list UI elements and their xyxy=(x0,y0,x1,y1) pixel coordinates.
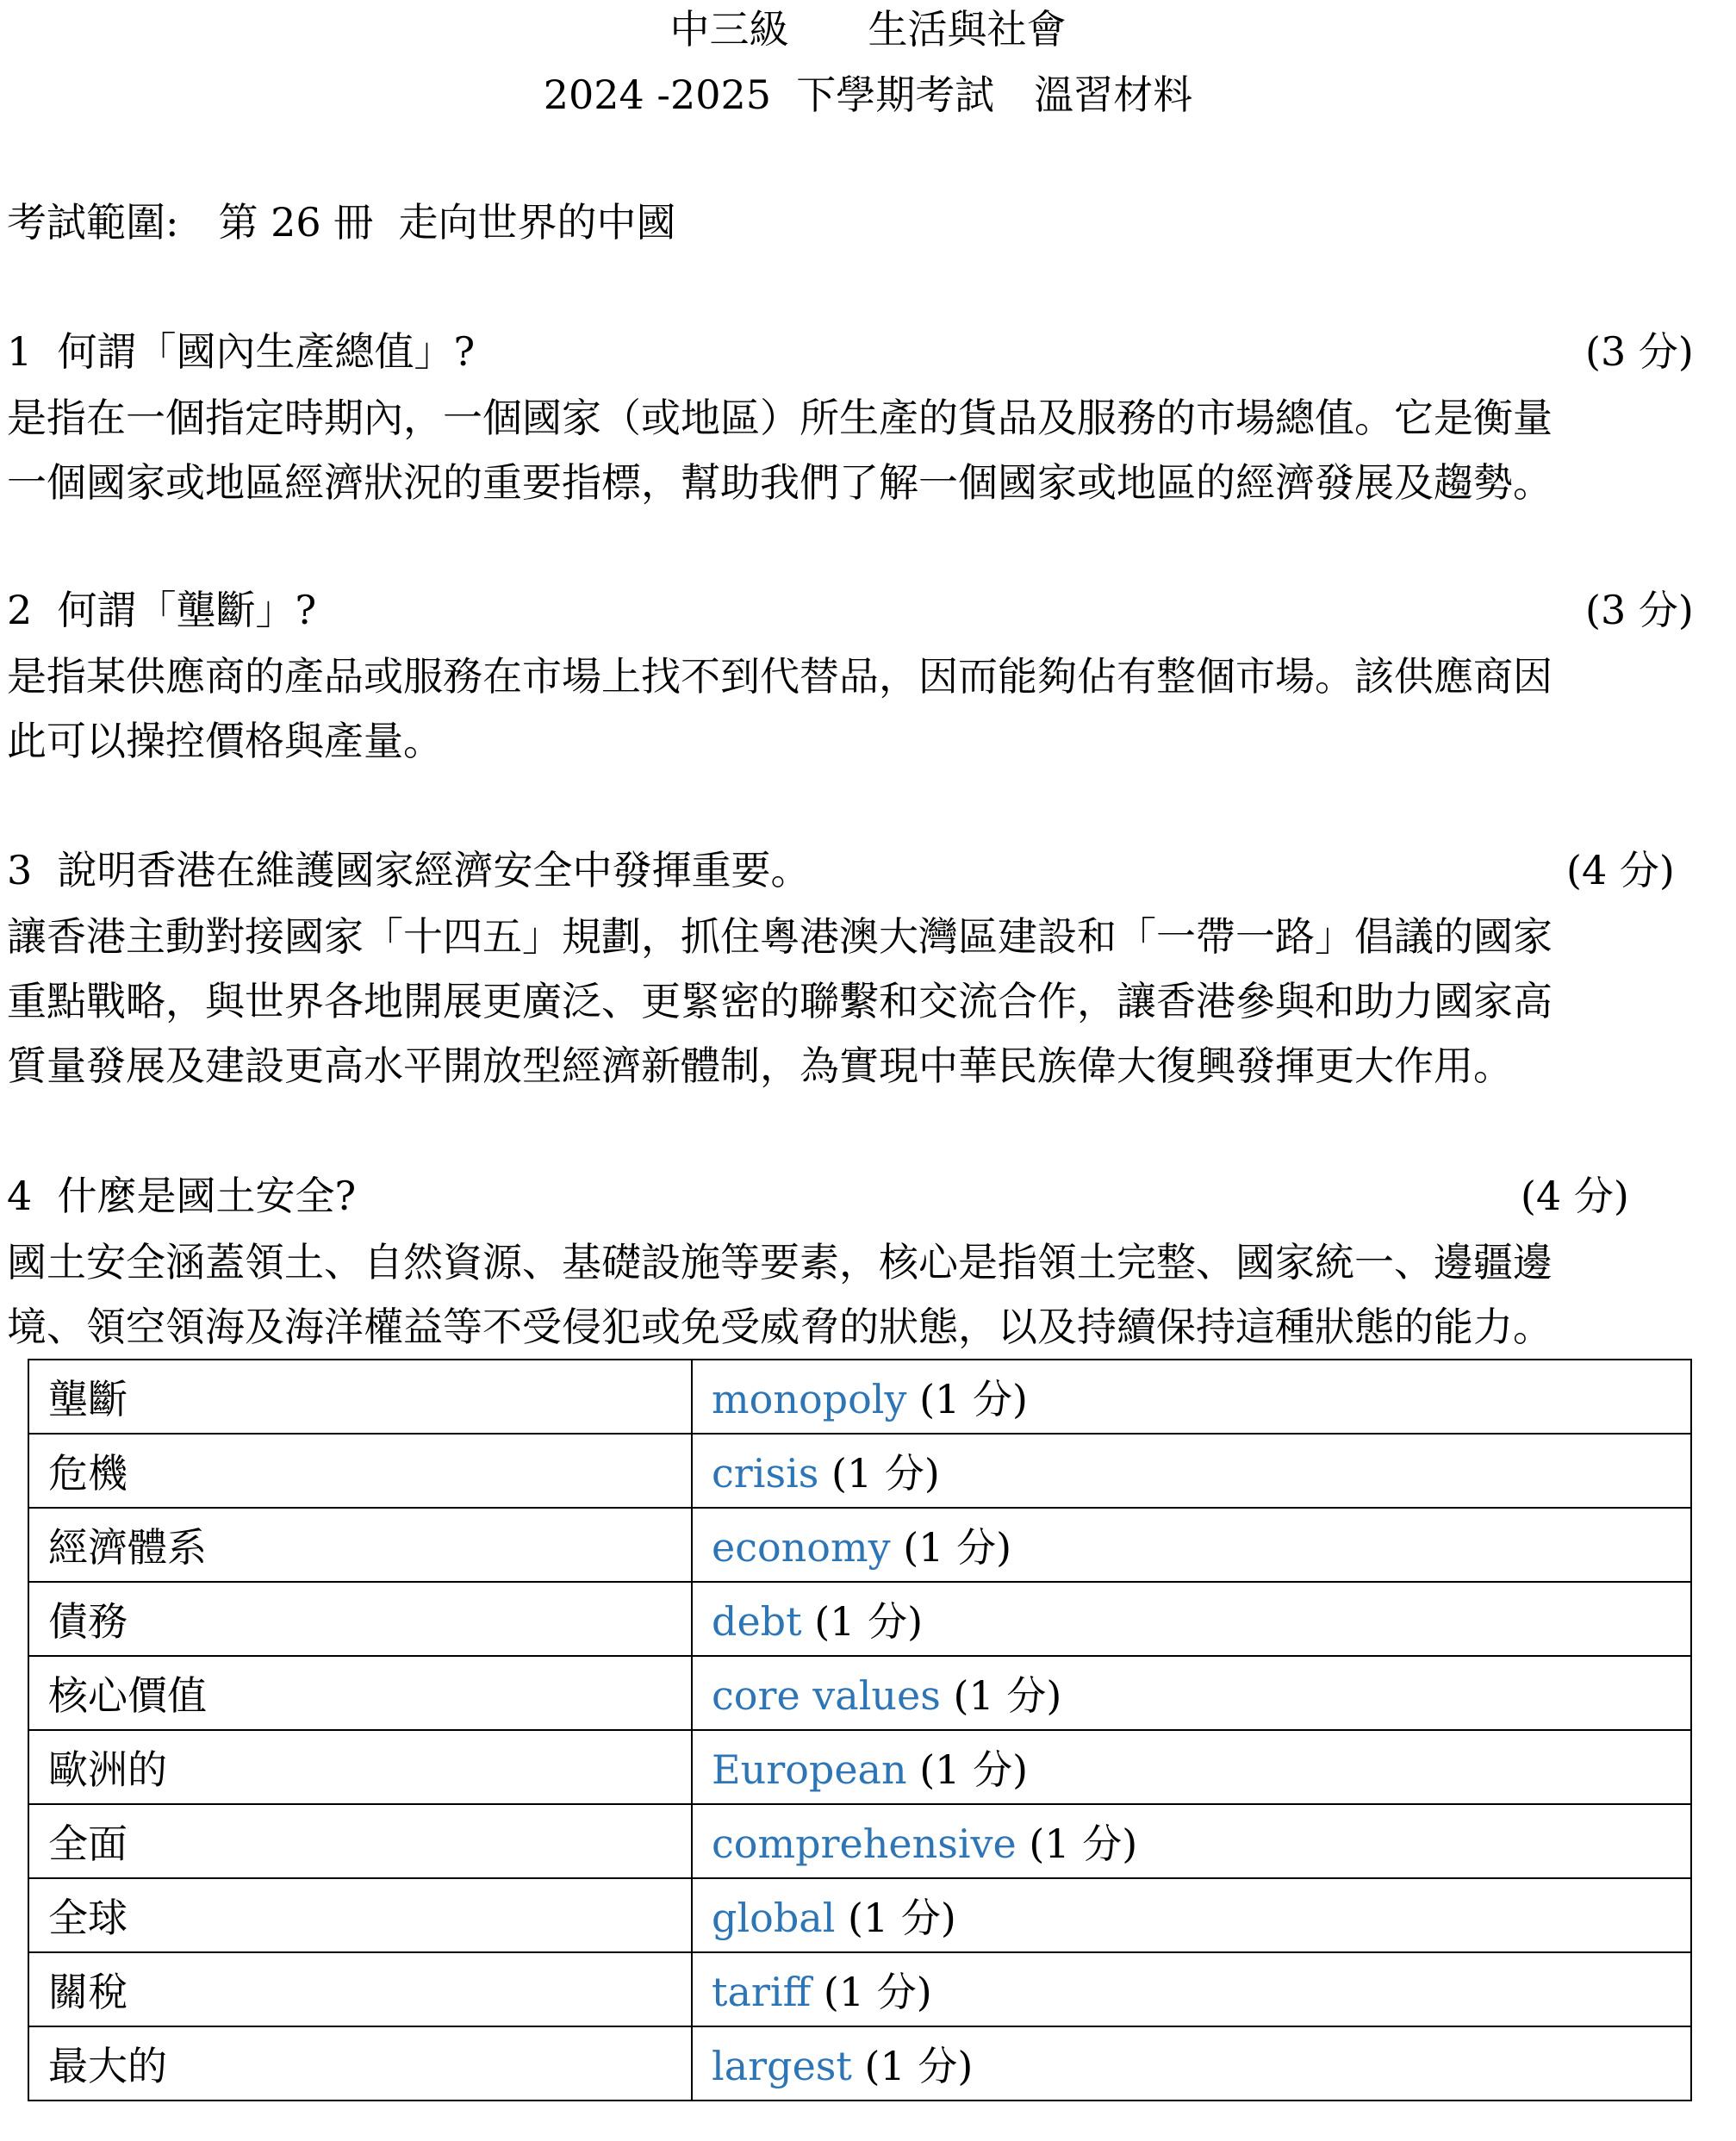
exam-scope: 考試範圍: 第 26 冊 走向世界的中國 xyxy=(7,199,676,246)
term-marks: (1 分) xyxy=(1016,1820,1138,1867)
answer-line: 重點戰略，與世界各地開展更廣泛、更緊密的聯繫和交流合作，讓香港參與和助力國家高 xyxy=(7,978,1552,1024)
answer-line: 是指某供應商的產品或服務在市場上找不到代替品，因而能夠佔有整個市場。該供應商因 xyxy=(7,653,1552,700)
chinese-term: 核心價值 xyxy=(28,1656,692,1730)
english-term-cell xyxy=(692,1434,1691,1508)
answer-line: 此可以操控價格與產量。 xyxy=(7,718,443,764)
answer-line: 質量發展及建設更高水平開放型經濟新體制，為實現中華民族偉大復興發揮更大作用。 xyxy=(7,1042,1513,1089)
vocabulary-table xyxy=(28,1359,1692,2101)
english-term-cell xyxy=(692,1656,1691,1730)
document-title: 中三級 生活與社會 xyxy=(669,6,1067,53)
question-1-marks: (3 分) xyxy=(1585,328,1694,375)
answer-line: 讓香港主動對接國家「十四五」規劃，抓住粵港澳大灣區建設和「一帶一路」倡議的國家 xyxy=(7,913,1552,960)
chinese-term: 危機 xyxy=(28,1434,692,1508)
question-3-answer xyxy=(7,905,1696,1099)
english-term: European xyxy=(712,1746,907,1793)
term-marks: (1 分) xyxy=(890,1524,1012,1571)
english-term: comprehensive xyxy=(712,1820,1017,1867)
chinese-term: 歐洲的 xyxy=(28,1730,692,1804)
english-term: largest xyxy=(712,2043,852,2089)
english-term: tariff xyxy=(712,1969,812,2015)
term-marks: (1 分) xyxy=(851,2043,974,2089)
question-3-marks: (4 分) xyxy=(1566,847,1675,893)
answer-line: 一個國家或地區經濟狀況的重要指標，幫助我們了解一個國家或地區的經濟發展及趨勢。 xyxy=(7,459,1552,506)
answer-line: 國土安全涵蓋領土、自然資源、基礎設施等要素，核心是指領土完整、國家統一、邊疆邊 xyxy=(7,1239,1552,1285)
english-term-cell xyxy=(692,1360,1691,1434)
table-row xyxy=(28,1656,1691,1730)
table-row xyxy=(28,1434,1691,1508)
chinese-term: 債務 xyxy=(28,1582,692,1656)
english-term: monopoly xyxy=(712,1376,907,1422)
english-term-cell xyxy=(692,1730,1691,1804)
term-marks: (1 分) xyxy=(940,1672,1062,1719)
table-row xyxy=(28,1360,1691,1434)
term-marks: (1 分) xyxy=(835,1895,956,1941)
question-4-answer xyxy=(7,1230,1696,1360)
chinese-term: 經濟體系 xyxy=(28,1508,692,1582)
term-marks: (1 分) xyxy=(906,1376,1028,1422)
english-term-cell xyxy=(692,1878,1691,1952)
question-2-marks: (3 分) xyxy=(1585,587,1694,633)
table-row xyxy=(28,1878,1691,1952)
question-1-answer xyxy=(7,386,1696,515)
question-4-marks: (4 分) xyxy=(1521,1173,1629,1219)
chinese-term: 全球 xyxy=(28,1878,692,1952)
table-row xyxy=(28,1952,1691,2026)
chinese-term: 壟斷 xyxy=(28,1360,692,1434)
english-term: core values xyxy=(712,1672,941,1719)
chinese-term: 全面 xyxy=(28,1804,692,1878)
term-marks: (1 分) xyxy=(906,1746,1029,1793)
english-term-cell xyxy=(692,1952,1691,2026)
english-term: economy xyxy=(712,1524,891,1571)
english-term-cell xyxy=(692,1582,1691,1656)
chinese-term: 最大的 xyxy=(28,2026,692,2101)
english-term-cell xyxy=(692,1804,1691,1878)
english-term: crisis xyxy=(712,1450,819,1497)
term-marks: (1 分) xyxy=(811,1969,932,2015)
table-row xyxy=(28,1804,1691,1878)
document-subtitle: 2024 -2025 下學期考試 溫習材料 xyxy=(543,72,1193,118)
answer-line: 是指在一個指定時期內，一個國家（或地區）所生產的貨品及服務的市場總值。它是衡量 xyxy=(7,395,1552,441)
table-row xyxy=(28,2026,1691,2101)
english-term-cell xyxy=(692,1508,1691,1582)
answer-line: 境、領空領海及海洋權益等不受侵犯或免受威脅的狀態，以及持續保持這種狀態的能力。 xyxy=(7,1304,1552,1350)
english-term: debt xyxy=(712,1598,802,1645)
english-term-cell xyxy=(692,2026,1691,2101)
chinese-term: 關稅 xyxy=(28,1952,692,2026)
term-marks: (1 分) xyxy=(801,1598,924,1645)
table-row xyxy=(28,1730,1691,1804)
question-4-label: 4 什麼是國土安全? xyxy=(7,1173,357,1219)
question-1-label: 1 何謂「國內生產總值」? xyxy=(7,328,476,375)
term-marks: (1 分) xyxy=(818,1450,940,1497)
english-term: global xyxy=(712,1895,836,1941)
question-2-label: 2 何謂「壟斷」? xyxy=(7,587,317,633)
table-row xyxy=(28,1582,1691,1656)
table-row xyxy=(28,1508,1691,1582)
question-2-answer xyxy=(7,644,1696,774)
question-3-label: 3 說明香港在維護國家經濟安全中發揮重要。 xyxy=(7,847,811,893)
